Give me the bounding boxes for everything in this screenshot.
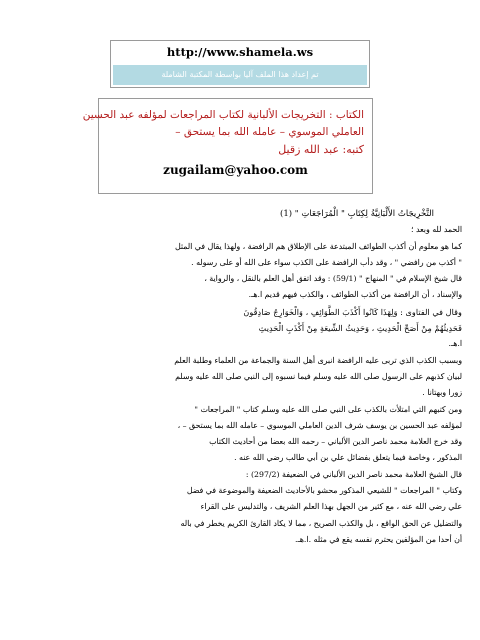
author-line: كتبه: عبد الله زقيل [278, 143, 364, 156]
document-heading: التَّخْرِيجَاتُ الأَلْبَانِيَّةُ لِكِتَابِ " الْمُرَاجَعَاتِ " (1) [280, 209, 434, 219]
body-line: زورا وبهتانا . [422, 388, 462, 398]
body-line: والتضليل عن الحق الواقع ، بل والكذب الصريح ، مما لا يكاد القارئ الكريم يخطر في باله [180, 518, 462, 528]
body-line: أن أحدا من المؤلفين يحترم نفسه يقع في مثله .ا.هـ. [295, 534, 462, 544]
body-line: علي رضي الله عنه ، مع كثير من الجهل بهذا العلم الشريف ، والتدليس على القراء [200, 502, 462, 512]
body-line: الحمد لله وبعد ؛ [410, 225, 462, 235]
body-line: لمؤلفه عبد الحسين بن يوسف شرف الدين العاملي الموسوي – عامله الله بما يستحق – ، [177, 420, 462, 430]
body-line: ا.هـ. [448, 339, 462, 349]
body-line: وقال في الفتاوى : وَلِهَذَا كَانُوا أَكْذَبَ الطَّوَائِفِ ، وَالْخَوَارِجُ صَادِقُونَ [243, 306, 462, 317]
body-line: قال الشيخ العلامة محمد ناصر الدين الألباني في الضعيفة (297/2) : [245, 469, 462, 479]
book-title-box [82, 98, 373, 194]
body-line: وكتاب " المراجعات " للشيعي المذكور محشو بالأحاديث الضعيفة والموضوعة في فضل [186, 486, 462, 496]
body-line: المذكور ، وخاصة فيما يتعلق بفضائل علي بن أبي طالب رضي الله عنه . [234, 453, 462, 463]
body-line: فَحَدِيثُهُمْ مِنْ أَصَحِّ الْحَدِيثِ ، وَحَدِيثُ الشِّيعَةِ مِنْ أَكْذَبِ الْحَدِيثِ [258, 323, 462, 334]
author-email: zugailam@yahoo.com [163, 163, 308, 177]
body-line: والإسناد ، أن الرافضة من أكذب الطوائف ، والكذب فيهم قديم ا.هـ. [248, 290, 462, 300]
body-line: كما هو معلوم أن أكذب الطوائف المبتدعة على الإطلاق هم الرافضة ، ولهذا يقال في المثل [175, 241, 462, 251]
body-line: قال شيخ الإسلام في " المنهاج " (59/1) : وقد اتفق أهل العلم بالنقل ، والرواية ، [204, 274, 462, 284]
body-line: لبيان كذبهم على الرسول صلى الله عليه وسلم فيما نسبوه إلى النبي صلى الله عليه وسلم [175, 371, 462, 381]
body-line: وبسبب الكذب الذي تربى عليه الرافضة انبرى أهل السنة والجماعة من العلماء وطلبة العلم [174, 355, 462, 365]
source-url: http://www.shamela.ws [166, 45, 314, 59]
book-title-line-2: العاملي الموسوي – عامله الله بما يستحق – [175, 126, 364, 138]
header-box [110, 40, 370, 88]
book-title-line-1: الكتاب : التخريجات الألبانية لكتاب المراجعات لمؤلفه عبد الحسين [82, 109, 364, 121]
body-line: وقد خرج العلامة محمد ناصر الدين الألباني – رحمه الله بعضا من أحاديث الكتاب [209, 437, 462, 447]
document-body [22, 206, 462, 548]
header-note-banner: تم إعداد هذا الملف آليا بواسطة المكتبة الشاملة [113, 65, 367, 85]
body-line: ومن كتبهم التي امتلأت بالكذب على النبي صلى الله عليه وسلم كتاب " المراجعات " [194, 404, 462, 414]
body-line: " أكذب من رافضي " ، وقد دأب الرافضة على الكذب سواء على الله أو على رسوله . [191, 257, 462, 267]
